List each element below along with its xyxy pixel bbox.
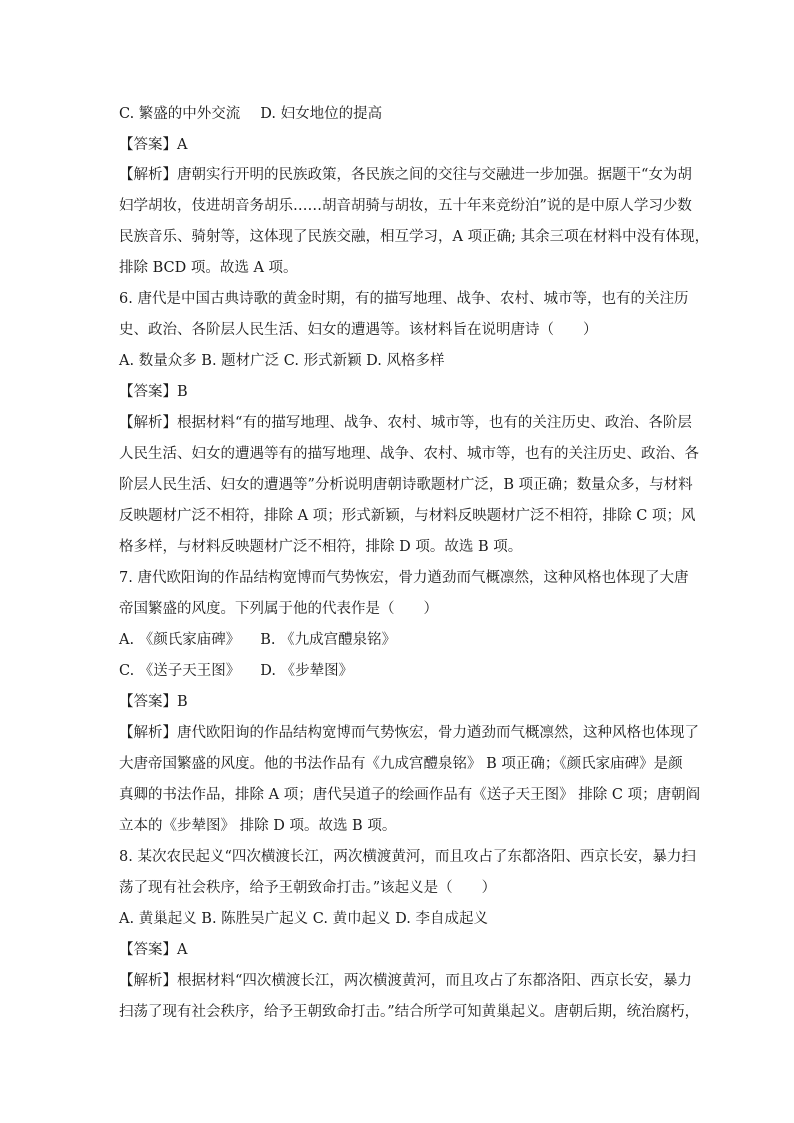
- q5-options-cd: [119, 104, 679, 124]
- q7-option-a: A. 《颜氏家庙碑》: [119, 632, 241, 648]
- q7-analysis-line: 大唐帝国繁盛的风度。他的书法作品有《九成宫醴泉铭》 B 项正确；《颜氏家庙碑》是颜: [119, 756, 683, 772]
- q8-answer: 【答案】A: [119, 942, 188, 958]
- q6-analysis-line: 格多样，与材料反映题材广泛不相符，排除 D 项。故选 B 项。: [119, 539, 523, 555]
- q8-options: A. 黄巢起义 B. 陈胜吴广起义 C. 黄巾起义 D. 李自成起义: [119, 911, 489, 927]
- q7-analysis-line: 真卿的书法作品，排除 A 项；唐代吴道子的绘画作品有《送子天王图》 排除 C 项；唐朝阎: [119, 787, 701, 803]
- q8-stem-line: 荡了现有社会秩序，给予王朝致命打击。”该起义是（ ）: [119, 880, 497, 896]
- q5-analysis-line: 民族音乐、骑射等，这体现了民族交融，相互学习，A 项正确; 其余三项在材料中没有体现，: [119, 229, 710, 245]
- q7-stem-line: 帝国繁盛的风度。下列属于他的代表作是（ ）: [119, 601, 438, 617]
- q7-option-d: D. 《步辇图》: [260, 663, 354, 679]
- q6-stem-line: 6. 唐代是中国古典诗歌的黄金时期，有的描写地理、战争、农村、城市等，也有的关注历: [119, 291, 689, 307]
- q8-analysis-line: 扫荡了现有社会秩序，给予王朝致命打击。”结合所学可知黄巢起义。唐朝后期，统治腐朽，: [119, 1004, 700, 1020]
- q6-answer: 【答案】B: [119, 384, 188, 400]
- q7-options-cd: [119, 661, 679, 681]
- q7-stem-line: 7. 唐代欧阳询的作品结构宽博而气势恢宏，骨力遒劲而气概凛然，这种风格也体现了大唐: [119, 570, 689, 586]
- q7-answer: 【答案】B: [119, 694, 188, 710]
- q8-analysis-line: 【解析】根据材料“四次横渡长江，两次横渡黄河，而且攻占了东都洛阳、西京长安，暴力: [119, 973, 692, 989]
- q6-analysis-line: 阶层人民生活、妇女的遭遇等”分析说明唐朝诗歌题材广泛，B 项正确；数量众多，与材料: [119, 477, 693, 493]
- q7-options-ab: [119, 630, 679, 650]
- q6-analysis-line: 反映题材广泛不相符，排除 A 项；形式新颖，与材料反映题材广泛不相符，排除 C 项；风: [119, 508, 696, 524]
- q7-option-c: C. 《送子天王图》: [119, 663, 241, 679]
- q5-answer: 【答案】A: [119, 137, 188, 153]
- q7-analysis-line: 立本的《步辇图》 排除 D 项。故选 B 项。: [119, 818, 397, 834]
- q7-analysis-line: 【解析】唐代欧阳询的作品结构宽博而气势恢宏，骨力遒劲而气概凛然，这种风格也体现了: [119, 725, 699, 741]
- q6-stem-line: 史、政治、各阶层人民生活、妇女的遭遇等。该材料旨在说明唐诗（ ）: [119, 322, 598, 338]
- q5-option-d: D. 妇女地位的提高: [260, 106, 383, 122]
- q6-options: A. 数量众多 B. 题材广泛 C. 形式新颖 D. 风格多样: [119, 353, 445, 369]
- q6-analysis-line: 人民生活、妇女的遭遇等有的描写地理、战争、农村、城市等，也有的关注历史、政治、各: [119, 446, 699, 462]
- q5-analysis-line: 排除 BCD 项。故选 A 项。: [119, 260, 298, 276]
- q5-analysis-line: 【解析】唐朝实行开明的民族政策，各民族之间的交往与交融进一步加强。据题干“女为胡: [119, 167, 692, 183]
- q8-stem-line: 8. 某次农民起义“四次横渡长江，两次横渡黄河，而且攻占了东都洛阳、西京长安，暴力扫: [119, 849, 696, 865]
- q5-option-c: C. 繁盛的中外交流: [119, 106, 241, 122]
- q7-option-b: B. 《九成宫醴泉铭》: [260, 632, 397, 648]
- q6-analysis-line: 【解析】根据材料“有的描写地理、战争、农村、城市等，也有的关注历史、政治、各阶层: [119, 415, 692, 431]
- q5-analysis-line: 妇学胡妆，伎进胡音务胡乐……胡音胡骑与胡妆，五十年来竞纷泊”说的是中原人学习少数: [119, 198, 692, 214]
